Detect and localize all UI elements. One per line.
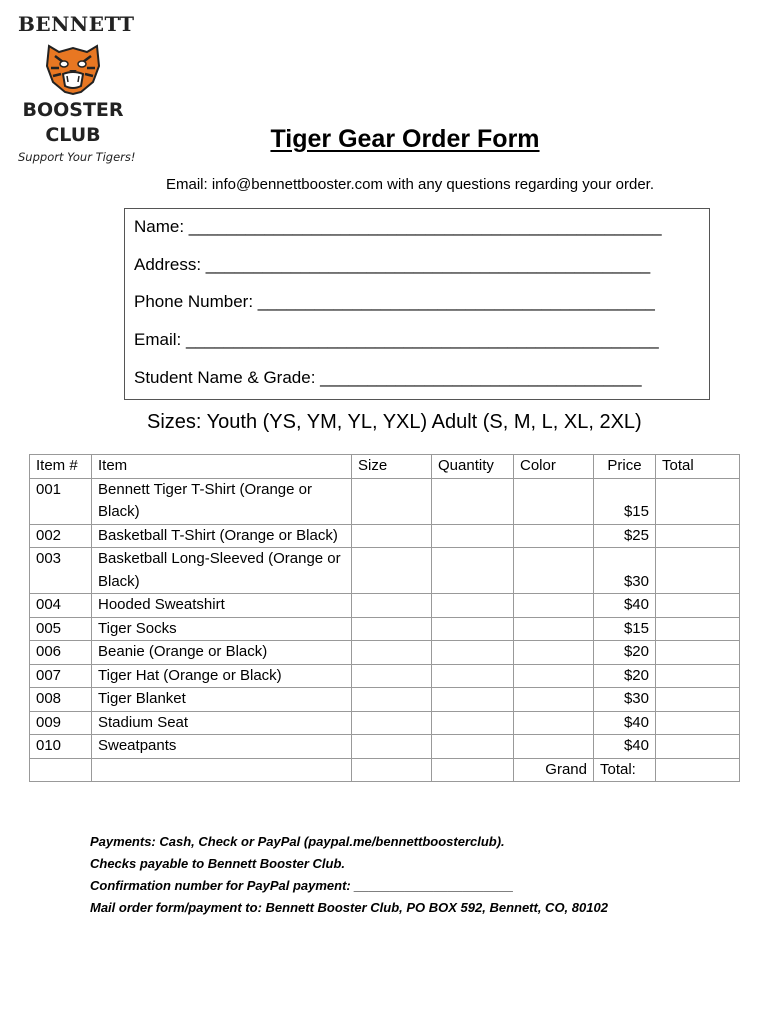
header-quantity: Quantity (432, 455, 514, 479)
item-name: Hooded Sweatshirt (92, 594, 352, 618)
order-table (29, 454, 740, 782)
color-cell[interactable] (514, 524, 594, 548)
item-number: 004 (30, 594, 92, 618)
item-name: Bennett Tiger T-Shirt (Orange or Black) (92, 478, 352, 524)
color-cell[interactable] (514, 548, 594, 594)
quantity-cell[interactable] (432, 664, 514, 688)
price-cell: $20 (594, 664, 656, 688)
size-cell[interactable] (352, 548, 432, 594)
table-row (30, 664, 740, 688)
payment-methods: Payments: Cash, Check or PayPal (paypal.me/bennettboosterclub). (90, 834, 505, 849)
size-cell[interactable] (352, 735, 432, 759)
student-name-grade-field[interactable]: Student Name & Grade: __________________________________ (134, 368, 642, 387)
quantity-cell[interactable] (432, 688, 514, 712)
item-name: Tiger Socks (92, 617, 352, 641)
total-cell[interactable] (656, 594, 740, 618)
color-cell[interactable] (514, 617, 594, 641)
logo-line-club: CLUB (45, 124, 101, 146)
phone-field[interactable]: Phone Number: __________________________________________ (134, 292, 655, 311)
size-cell[interactable] (352, 688, 432, 712)
price-cell: $25 (594, 524, 656, 548)
table-row (30, 735, 740, 759)
quantity-cell[interactable] (432, 548, 514, 594)
logo-tagline: Support Your Tigers! (18, 150, 136, 164)
logo-line-bennett: BENNETT (18, 12, 135, 36)
size-cell[interactable] (352, 711, 432, 735)
item-number: 002 (30, 524, 92, 548)
size-cell[interactable] (352, 664, 432, 688)
total-cell[interactable] (656, 688, 740, 712)
item-name: Basketball Long-Sleeved (Orange or Black) (92, 548, 352, 594)
checks-payable: Checks payable to Bennett Booster Club. (90, 856, 345, 871)
logo-line-booster: BOOSTER (22, 99, 124, 121)
header-color: Color (514, 455, 594, 479)
color-cell[interactable] (514, 711, 594, 735)
total-cell[interactable] (656, 617, 740, 641)
item-number: 009 (30, 711, 92, 735)
color-cell[interactable] (514, 641, 594, 665)
quantity-cell[interactable] (432, 478, 514, 524)
quantity-cell[interactable] (432, 711, 514, 735)
price-cell: $40 (594, 711, 656, 735)
price-cell: $40 (594, 735, 656, 759)
total-cell[interactable] (656, 548, 740, 594)
grand-label: Grand (514, 758, 594, 782)
sizes-info: Sizes: Youth (YS, YM, YL, YXL) Adult (S, M, L, XL, 2XL) (147, 411, 642, 433)
quantity-cell[interactable] (432, 641, 514, 665)
booster-club-logo (18, 12, 136, 164)
item-number: 003 (30, 548, 92, 594)
quantity-cell[interactable] (432, 594, 514, 618)
table-row (30, 641, 740, 665)
quantity-cell[interactable] (432, 617, 514, 641)
color-cell[interactable] (514, 594, 594, 618)
address-field[interactable]: Address: _______________________________________________ (134, 255, 651, 274)
price-cell: $30 (594, 548, 656, 594)
table-row (30, 524, 740, 548)
table-row (30, 617, 740, 641)
total-label: Total: (594, 758, 656, 782)
total-cell[interactable] (656, 478, 740, 524)
tiger-head-icon (41, 38, 105, 96)
color-cell[interactable] (514, 735, 594, 759)
item-name: Stadium Seat (92, 711, 352, 735)
color-cell[interactable] (514, 688, 594, 712)
quantity-cell[interactable] (432, 735, 514, 759)
table-header-row (30, 455, 740, 479)
price-cell: $15 (594, 617, 656, 641)
header-item: Item (92, 455, 352, 479)
total-cell[interactable] (656, 735, 740, 759)
item-number: 007 (30, 664, 92, 688)
item-name: Tiger Hat (Orange or Black) (92, 664, 352, 688)
table-row (30, 711, 740, 735)
grand-total-cell[interactable] (656, 758, 740, 782)
table-row (30, 688, 740, 712)
item-number: 005 (30, 617, 92, 641)
page-title: Tiger Gear Order Form (270, 125, 540, 153)
header-item-number: Item # (30, 455, 92, 479)
price-cell: $20 (594, 641, 656, 665)
total-cell[interactable] (656, 711, 740, 735)
paypal-confirmation-field[interactable]: Confirmation number for PayPal payment: ______________________ (90, 878, 514, 893)
item-name: Tiger Blanket (92, 688, 352, 712)
price-cell: $30 (594, 688, 656, 712)
contact-email-text: Email: info@bennettbooster.com with any questions regarding your order. (166, 176, 654, 193)
size-cell[interactable] (352, 524, 432, 548)
size-cell[interactable] (352, 478, 432, 524)
header-total: Total (656, 455, 740, 479)
quantity-cell[interactable] (432, 524, 514, 548)
item-name: Beanie (Orange or Black) (92, 641, 352, 665)
item-number: 006 (30, 641, 92, 665)
item-number: 008 (30, 688, 92, 712)
header-price: Price (594, 455, 656, 479)
customer-info-box (124, 208, 710, 400)
item-number: 001 (30, 478, 92, 524)
table-row (30, 478, 740, 524)
price-cell: $40 (594, 594, 656, 618)
item-name: Sweatpants (92, 735, 352, 759)
name-field[interactable]: Name: __________________________________________________ (134, 217, 662, 236)
size-cell[interactable] (352, 617, 432, 641)
mail-address: Mail order form/payment to: Bennett Booster Club, PO BOX 592, Bennett, CO, 80102 (90, 900, 608, 915)
item-name: Basketball T-Shirt (Orange or Black) (92, 524, 352, 548)
payment-instructions (90, 831, 608, 919)
color-cell[interactable] (514, 664, 594, 688)
item-number: 010 (30, 735, 92, 759)
grand-total-row (30, 758, 740, 782)
header-size: Size (352, 455, 432, 479)
size-cell[interactable] (352, 641, 432, 665)
table-row (30, 548, 740, 594)
total-cell[interactable] (656, 641, 740, 665)
color-cell[interactable] (514, 478, 594, 524)
total-cell[interactable] (656, 664, 740, 688)
total-cell[interactable] (656, 524, 740, 548)
size-cell[interactable] (352, 594, 432, 618)
table-row (30, 594, 740, 618)
email-field[interactable]: Email: __________________________________________________ (134, 330, 659, 349)
price-cell: $15 (594, 478, 656, 524)
